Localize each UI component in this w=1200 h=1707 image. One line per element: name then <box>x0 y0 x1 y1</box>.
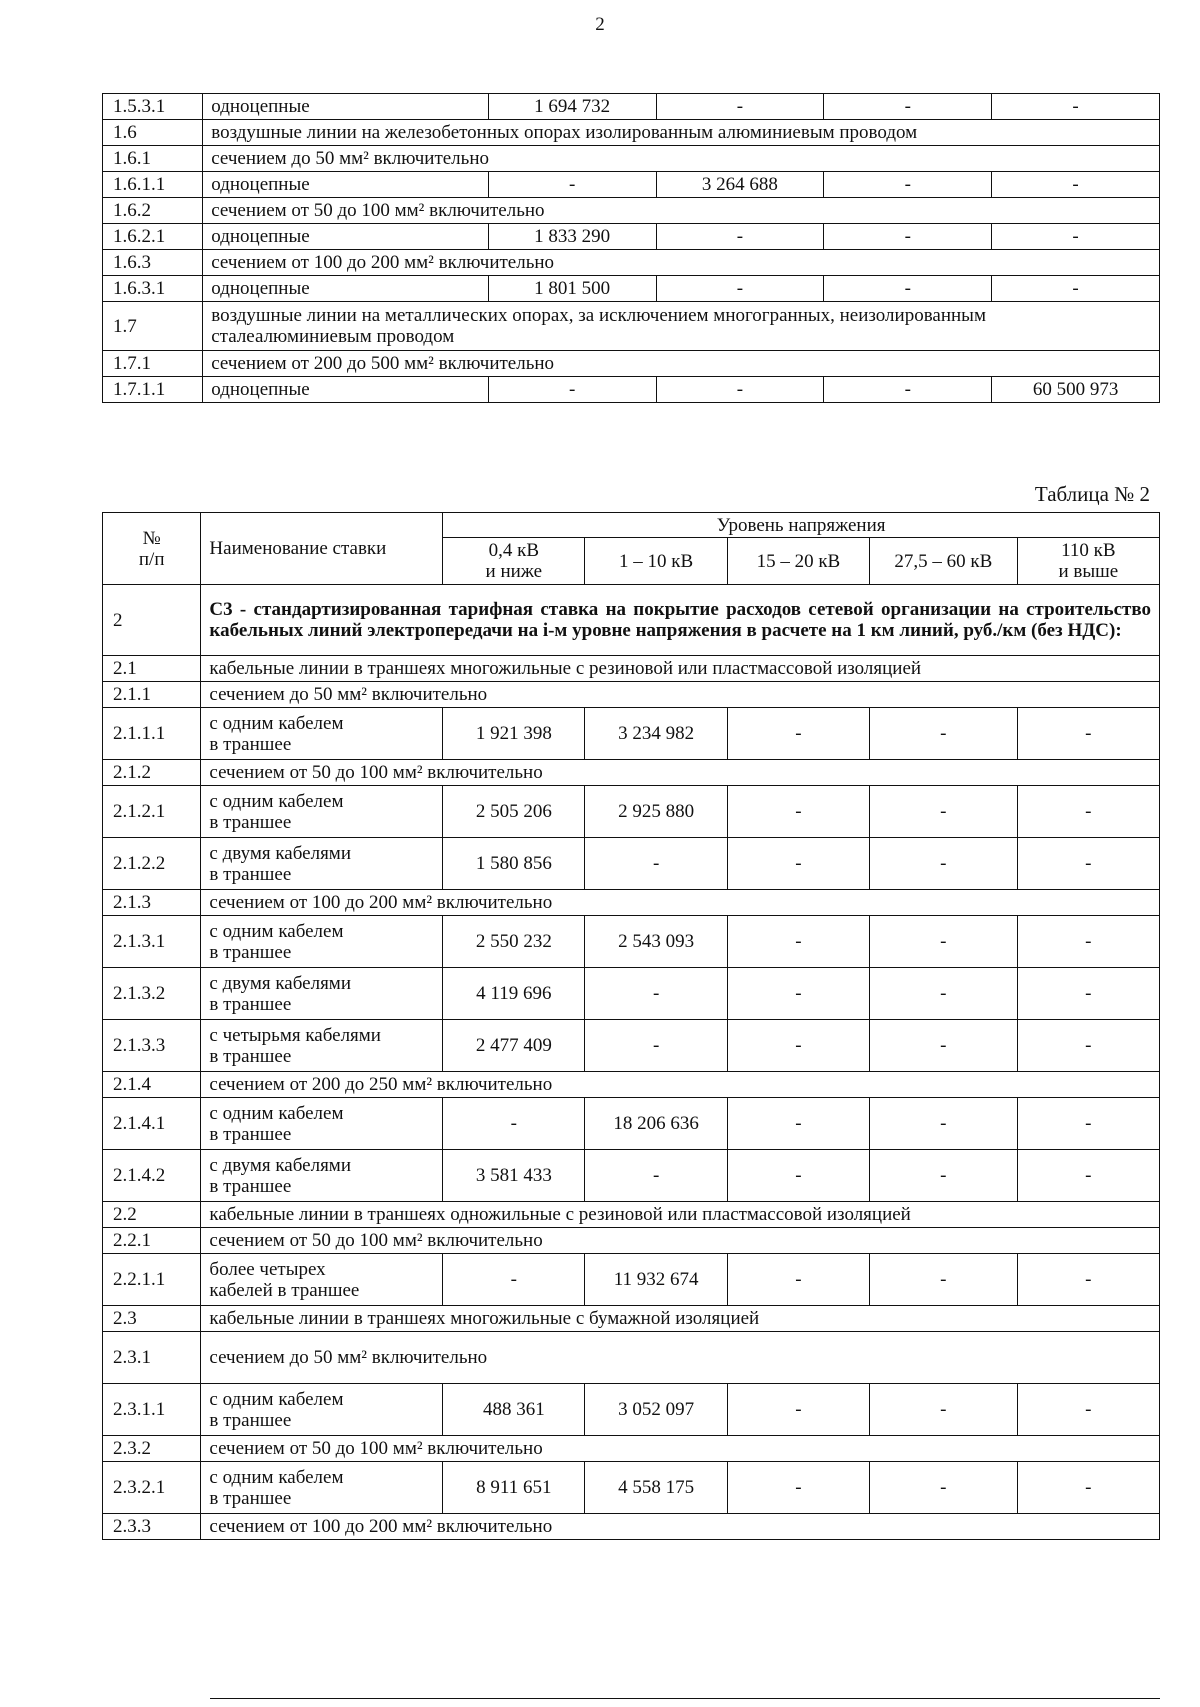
value-cell: 3 264 688 <box>656 172 824 198</box>
table-row <box>103 1436 1160 1462</box>
row-name: сечением от 50 до 100 мм² включительно <box>201 760 1160 786</box>
value-cell: 2 543 093 <box>585 916 727 968</box>
header-voltage-col: 1 – 10 кВ <box>585 538 727 585</box>
table-row <box>103 916 1160 968</box>
table-row <box>103 1332 1160 1384</box>
value-cell: - <box>727 1384 869 1436</box>
table-row <box>103 302 1160 351</box>
table-row <box>103 1254 1160 1306</box>
row-name: сечением от 200 до 250 мм² включительно <box>201 1072 1160 1098</box>
row-name: более четырех кабелей в траншее <box>201 1254 443 1306</box>
value-cell: - <box>585 968 727 1020</box>
table-row <box>103 1514 1160 1540</box>
value-cell: - <box>824 94 992 120</box>
header-voltage-col: 15 – 20 кВ <box>727 538 869 585</box>
value-cell: 1 801 500 <box>488 276 656 302</box>
row-number: 1.6.3 <box>103 250 203 276</box>
table-row <box>103 94 1160 120</box>
row-name: с одним кабелем в траншее <box>201 916 443 968</box>
row-number: 2.2 <box>103 1202 201 1228</box>
table-row <box>103 786 1160 838</box>
value-cell: 60 500 973 <box>992 377 1160 403</box>
value-cell: - <box>727 708 869 760</box>
value-cell: - <box>824 172 992 198</box>
value-cell: - <box>727 1254 869 1306</box>
row-number: 2.1.2.2 <box>103 838 201 890</box>
value-cell: - <box>870 1098 1018 1150</box>
value-cell: - <box>870 1254 1018 1306</box>
table-row <box>103 708 1160 760</box>
header-name: Наименование ставки <box>201 513 443 585</box>
value-cell: - <box>870 1384 1018 1436</box>
value-cell: - <box>870 1020 1018 1072</box>
value-cell: 3 581 433 <box>443 1150 585 1202</box>
row-name: воздушные линии на металлических опорах, за исключением многогранных, неизолированным сталеалюминиевым проводом <box>203 302 1160 351</box>
row-number: 2.2.1.1 <box>103 1254 201 1306</box>
value-cell: - <box>656 224 824 250</box>
row-number: 1.6.2 <box>103 198 203 224</box>
table-row <box>103 890 1160 916</box>
table-row <box>103 250 1160 276</box>
row-number: 1.6.2.1 <box>103 224 203 250</box>
row-name: с двумя кабелями в траншее <box>201 1150 443 1202</box>
row-number: 2 <box>103 585 201 656</box>
value-cell: 1 921 398 <box>443 708 585 760</box>
value-cell: - <box>727 916 869 968</box>
row-number: 2.3 <box>103 1306 201 1332</box>
table-row <box>103 198 1160 224</box>
value-cell: - <box>585 1020 727 1072</box>
value-cell: - <box>585 1150 727 1202</box>
value-cell: - <box>824 377 992 403</box>
value-cell: 2 925 880 <box>585 786 727 838</box>
value-cell: - <box>727 1098 869 1150</box>
row-name: кабельные линии в траншеях многожильные с бумажной изоляцией <box>201 1306 1160 1332</box>
table-row <box>103 968 1160 1020</box>
table-row <box>103 1098 1160 1150</box>
row-name: сечением от 100 до 200 мм² включительно <box>201 890 1160 916</box>
value-cell: 1 694 732 <box>488 94 656 120</box>
table-row <box>103 377 1160 403</box>
row-name: с одним кабелем в траншее <box>201 786 443 838</box>
value-cell: 4 558 175 <box>585 1462 727 1514</box>
value-cell: - <box>585 838 727 890</box>
value-cell: - <box>870 1150 1018 1202</box>
row-number: 2.1.1.1 <box>103 708 201 760</box>
value-cell: - <box>656 276 824 302</box>
row-name: одноцепные <box>203 224 488 250</box>
row-name: сечением от 200 до 500 мм² включительно <box>203 351 1160 377</box>
row-name: сечением от 100 до 200 мм² включительно <box>203 250 1160 276</box>
value-cell: 1 580 856 <box>443 838 585 890</box>
value-cell: - <box>1017 1020 1159 1072</box>
table-row <box>103 1384 1160 1436</box>
value-cell: - <box>992 172 1160 198</box>
table-row <box>103 1462 1160 1514</box>
row-number: 1.7.1.1 <box>103 377 203 403</box>
header-voltage-col: 110 кВ и выше <box>1017 538 1159 585</box>
row-number: 1.5.3.1 <box>103 94 203 120</box>
value-cell: - <box>1017 786 1159 838</box>
table-2 <box>102 512 1160 1540</box>
row-number: 2.3.1 <box>103 1332 201 1384</box>
row-number: 1.6.1.1 <box>103 172 203 198</box>
row-number: 2.3.1.1 <box>103 1384 201 1436</box>
table-row <box>103 1150 1160 1202</box>
table-row <box>103 351 1160 377</box>
table-2-body <box>103 585 1160 1540</box>
row-name: с одним кабелем в траншее <box>201 1098 443 1150</box>
value-cell: 8 911 651 <box>443 1462 585 1514</box>
value-cell: - <box>824 276 992 302</box>
table-2-caption: Таблица № 2 <box>1034 482 1150 506</box>
row-number: 2.1.2.1 <box>103 786 201 838</box>
value-cell: - <box>992 276 1160 302</box>
row-name: одноцепные <box>203 276 488 302</box>
row-number: 2.1.4 <box>103 1072 201 1098</box>
row-number: 2.3.2.1 <box>103 1462 201 1514</box>
value-cell: - <box>656 94 824 120</box>
row-name: сечением до 50 мм² включительно <box>201 682 1160 708</box>
row-number: 1.7 <box>103 302 203 351</box>
page-number: 2 <box>595 14 605 35</box>
row-number: 2.1.2 <box>103 760 201 786</box>
value-cell: - <box>870 968 1018 1020</box>
value-cell: 18 206 636 <box>585 1098 727 1150</box>
row-number: 1.6 <box>103 120 203 146</box>
header-num: № п/п <box>103 513 201 585</box>
footer-divider <box>210 1698 1160 1699</box>
table-row <box>103 224 1160 250</box>
row-number: 2.1.3 <box>103 890 201 916</box>
header-voltage-col: 0,4 кВ и ниже <box>443 538 585 585</box>
table-row <box>103 1072 1160 1098</box>
value-cell: 3 234 982 <box>585 708 727 760</box>
value-cell: - <box>727 968 869 1020</box>
value-cell: - <box>727 1150 869 1202</box>
row-name: с двумя кабелями в траншее <box>201 968 443 1020</box>
header-voltage-col: 27,5 – 60 кВ <box>870 538 1018 585</box>
value-cell: 1 833 290 <box>488 224 656 250</box>
table-1 <box>102 93 1160 403</box>
table-row <box>103 1202 1160 1228</box>
table-row <box>103 682 1160 708</box>
row-name: с четырьмя кабелями в траншее <box>201 1020 443 1072</box>
table-row <box>103 1228 1160 1254</box>
row-number: 2.1.3.1 <box>103 916 201 968</box>
row-name: с одним кабелем в траншее <box>201 1462 443 1514</box>
value-cell: 3 052 097 <box>585 1384 727 1436</box>
table-row <box>103 838 1160 890</box>
value-cell: - <box>727 786 869 838</box>
value-cell: - <box>870 708 1018 760</box>
row-number: 2.1 <box>103 656 201 682</box>
row-number: 2.1.1 <box>103 682 201 708</box>
row-name: одноцепные <box>203 94 488 120</box>
table-row <box>103 656 1160 682</box>
row-name: сечением от 50 до 100 мм² включительно <box>201 1228 1160 1254</box>
table-row <box>103 172 1160 198</box>
value-cell: - <box>1017 708 1159 760</box>
table-2-header <box>103 513 1160 585</box>
value-cell: - <box>870 1462 1018 1514</box>
value-cell: - <box>656 377 824 403</box>
table-row <box>103 146 1160 172</box>
value-cell: - <box>727 1462 869 1514</box>
row-number: 2.3.2 <box>103 1436 201 1462</box>
row-name: с одним кабелем в траншее <box>201 708 443 760</box>
value-cell: - <box>1017 916 1159 968</box>
row-name: сечением от 50 до 100 мм² включительно <box>203 198 1160 224</box>
table-row <box>103 276 1160 302</box>
value-cell: - <box>1017 1254 1159 1306</box>
row-name: одноцепные <box>203 172 488 198</box>
value-cell: - <box>727 1020 869 1072</box>
table-row <box>103 1306 1160 1332</box>
table-row <box>103 760 1160 786</box>
value-cell: - <box>824 224 992 250</box>
value-cell: - <box>443 1254 585 1306</box>
value-cell: - <box>992 94 1160 120</box>
row-number: 2.1.4.2 <box>103 1150 201 1202</box>
table-1-body <box>103 94 1160 403</box>
table-row <box>103 1020 1160 1072</box>
row-name: сечением от 50 до 100 мм² включительно <box>201 1436 1160 1462</box>
row-number: 2.1.3.3 <box>103 1020 201 1072</box>
row-name: кабельные линии в траншеях многожильные с резиновой или пластмассовой изоляцией <box>201 656 1160 682</box>
row-name: с одним кабелем в траншее <box>201 1384 443 1436</box>
value-cell: - <box>443 1098 585 1150</box>
row-number: 2.2.1 <box>103 1228 201 1254</box>
value-cell: 2 477 409 <box>443 1020 585 1072</box>
row-name: с двумя кабелями в траншее <box>201 838 443 890</box>
value-cell: 2 505 206 <box>443 786 585 838</box>
row-name: сечением до 50 мм² включительно <box>203 146 1160 172</box>
row-number: 1.6.1 <box>103 146 203 172</box>
value-cell: 11 932 674 <box>585 1254 727 1306</box>
row-number: 1.7.1 <box>103 351 203 377</box>
table-row <box>103 120 1160 146</box>
value-cell: 488 361 <box>443 1384 585 1436</box>
row-number: 1.6.3.1 <box>103 276 203 302</box>
value-cell: - <box>870 838 1018 890</box>
value-cell: - <box>727 838 869 890</box>
row-name: воздушные линии на железобетонных опорах изолированным алюминиевым проводом <box>203 120 1160 146</box>
value-cell: - <box>1017 1384 1159 1436</box>
value-cell: - <box>870 786 1018 838</box>
value-cell: - <box>992 224 1160 250</box>
row-number: 2.3.3 <box>103 1514 201 1540</box>
value-cell: - <box>870 916 1018 968</box>
table-row <box>103 585 1160 656</box>
header-voltage-level: Уровень напряжения <box>443 513 1160 538</box>
value-cell: - <box>1017 1098 1159 1150</box>
value-cell: - <box>1017 1462 1159 1514</box>
value-cell: 2 550 232 <box>443 916 585 968</box>
row-number: 2.1.3.2 <box>103 968 201 1020</box>
value-cell: - <box>1017 838 1159 890</box>
value-cell: - <box>1017 968 1159 1020</box>
value-cell: 4 119 696 <box>443 968 585 1020</box>
value-cell: - <box>488 172 656 198</box>
row-name: кабельные линии в траншеях одножильные с резиновой или пластмассовой изоляцией <box>201 1202 1160 1228</box>
row-number: 2.1.4.1 <box>103 1098 201 1150</box>
row-name: сечением от 100 до 200 мм² включительно <box>201 1514 1160 1540</box>
section-title: С3 - стандартизированная тарифная ставка на покрытие расходов сетевой организации на строительство кабельных линий электропередачи на i-м уровне напряжения в расчете на 1 км линий, руб./км (без НДС): <box>201 585 1160 656</box>
row-name: сечением до 50 мм² включительно <box>201 1332 1160 1384</box>
value-cell: - <box>488 377 656 403</box>
row-name: одноцепные <box>203 377 488 403</box>
value-cell: - <box>1017 1150 1159 1202</box>
